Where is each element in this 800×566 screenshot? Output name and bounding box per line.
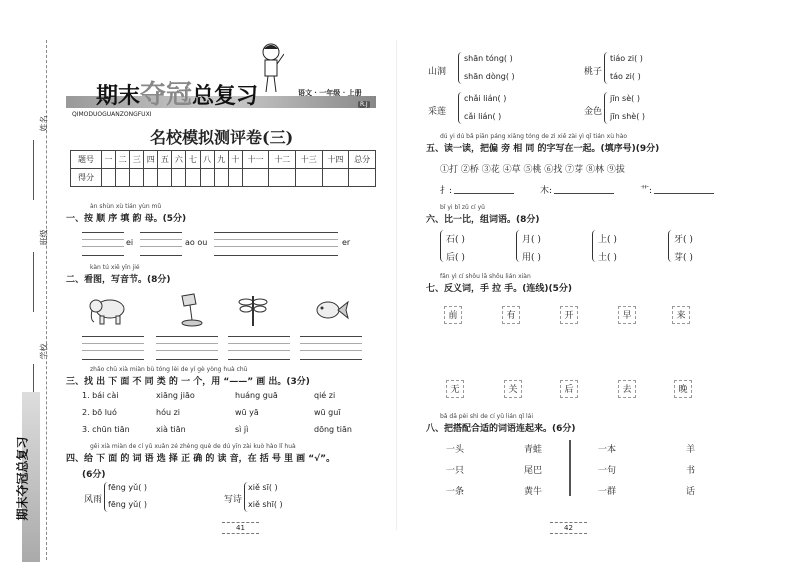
q5-title: 五、读一读，把偏 旁 相 同 的字写在一起。(填序号)(9分) [426,144,660,154]
class-field[interactable] [33,252,34,312]
q6-title: 六、比一比，组词语。(8分) [426,215,540,225]
score-cell[interactable] [322,169,349,187]
q8-right-item[interactable]: 一句 [598,466,617,476]
q3-word[interactable]: huáng guā [235,391,278,400]
q5-group-label: 艹: [640,186,653,196]
q8-title: 八、把搭配合适的词语连起来。(6分) [426,424,576,434]
score-cell[interactable] [214,169,228,187]
q5-answer-line[interactable] [554,193,614,194]
q6-pinyin: bǐ yi bǐ zǔ cí yǔ [440,204,485,211]
q6-brace [516,230,521,262]
q3-word[interactable]: xià tiān [156,425,186,434]
score-header: 五 [158,151,172,169]
q4-option[interactable]: shān dòng( ) [464,72,515,81]
q3-word[interactable]: wū yā [235,408,259,417]
q4-word: 桃子 [584,67,603,77]
q7-title: 七、反义词，手 拉 手。(连线)(5分) [426,284,572,294]
q2-answer-line-1[interactable] [82,336,144,360]
q4-option[interactable]: táo zi( ) [610,72,641,81]
q3-title: 三、找 出 下 面 不 同 类 的 一 个，用 “——” 画 出。(3分) [66,377,310,387]
q1-item-er: er [342,238,351,247]
score-cell[interactable] [228,169,242,187]
q4-score: (6分) [82,470,106,480]
brand-a: 期末 [96,83,141,108]
q4-word: 山洞 [428,67,447,77]
score-cell[interactable] [116,169,130,187]
q5-group-label: 扌: [440,186,453,196]
score-cell[interactable] [144,169,158,187]
q5-answer-line[interactable] [654,193,714,194]
q3-word[interactable]: 3. chūn tiān [82,425,130,434]
q4-option[interactable]: chǎi lián( ) [464,94,507,103]
q4-word: 写诗 [224,495,243,505]
q7-top-char[interactable]: 早 [618,306,636,324]
q4-pinyin: gěi xià miàn de cí yǔ xuǎn zé zhèng què de dú yīn zài kuò hào lǐ huà [90,443,296,450]
q7-top-char[interactable]: 开 [560,306,578,324]
score-header: 题号 [71,151,102,169]
q3-word[interactable]: wū guī [314,408,341,417]
q2-answer-line-4[interactable] [300,336,362,360]
q8-right-item[interactable]: 一本 [598,445,617,455]
q8-left-item[interactable]: 尾巴 [524,466,543,476]
q3-word[interactable]: 2. bō luó [82,408,117,417]
score-header: 一 [102,151,116,169]
q1-answer-line-1[interactable] [82,232,124,256]
score-header: 六 [172,151,186,169]
q3-word[interactable]: xiāng jiāo [156,391,195,400]
subtitle: 语文 · 一年级 · 上册 [298,88,362,97]
edition-badge: R.J [360,101,368,108]
q8-pinyin: bǎ dā pèi shì de cí yǔ lián qǐ lái [440,413,534,420]
q6-item[interactable]: 土( ) [598,253,617,263]
q4-option[interactable]: shān tóng( ) [464,54,513,63]
q5-chars: ①打 ②桥 ③花 ④草 ⑤桃 ⑥找 ⑦芽 ⑧林 ⑨拔 [440,165,625,175]
q3-word[interactable]: sì jì [235,425,249,434]
q7-bottom-char[interactable]: 晚 [674,380,692,398]
q3-word[interactable]: qié zi [314,391,336,400]
q4-option[interactable]: fēng yǔ( ) [108,483,148,492]
score-header: 二 [116,151,130,169]
spine-title: 期末夺冠总复习 [15,436,30,521]
q4-word: 金色 [584,107,603,117]
brand-c: 总复习 [192,83,259,108]
q7-top-char[interactable]: 来 [672,306,690,324]
score-cell[interactable] [269,169,296,187]
binding-strip [0,0,55,566]
q6-brace [668,230,673,262]
q8-right-item[interactable]: 书 [686,466,696,476]
name-field[interactable] [33,140,34,200]
q3-word[interactable]: dōng tiān [314,425,352,434]
q8-left-item[interactable]: 青蛙 [524,445,543,455]
q1-item-ei: ei [126,238,134,247]
q8-left-item[interactable]: 一只 [446,466,465,476]
q2-pinyin: kàn tú xiě yīn jié [90,264,140,271]
q1-answer-line-2[interactable] [140,232,182,256]
q8-right-item[interactable]: 一群 [598,487,617,497]
q4-option[interactable]: cǎi lián( ) [464,112,502,121]
q4-brace [604,52,609,84]
score-cell[interactable] [349,169,376,187]
score-header: 十一 [242,151,269,169]
q8-left-item[interactable]: 一条 [446,487,465,497]
name-label: 姓名 [39,115,49,132]
score-header: 三 [130,151,144,169]
q7-pinyin: fǎn yì cí shǒu lā shǒu lián xiàn [440,273,531,280]
score-label: 得分 [71,169,102,187]
q8-right-item[interactable]: 话 [686,487,696,497]
pinyin-title: QIMODUOGUANZONGFUXI [72,111,152,118]
q4-title: 四、给 下 面 的 词 语 选 择 正 确 的 读 音，在 括 号 里 画 “√”。 [66,454,336,464]
q1-answer-line-3[interactable] [214,232,338,256]
q6-item[interactable]: 芽( ) [674,253,693,263]
score-header: 十三 [296,151,323,169]
boy-mascot-icon [258,42,284,94]
q7-bottom-char[interactable]: 后 [560,380,578,398]
score-header: 七 [186,151,200,169]
q3-pinyin: zhǎo chū xià miàn bù tóng lèi de yí gè yòng huà chū [90,366,248,373]
q4-brace [458,92,463,124]
q6-item[interactable]: 后( ) [446,253,465,263]
score-cell[interactable] [296,169,323,187]
q7-top-char[interactable]: 有 [502,306,520,324]
page-number-right: 42 [550,522,587,534]
dragonfly-icon [238,292,268,328]
q3-word[interactable]: 1. bái cài [82,391,119,400]
q7-top-char[interactable]: 前 [444,306,462,324]
elephant-icon [88,294,128,326]
q7-bottom-char[interactable]: 去 [618,380,636,398]
q4-brace [604,92,609,124]
q5-group-label: 木: [540,186,553,196]
q1-title: 一、按 顺 序 填 韵 母。(5分) [66,214,187,224]
q5-pinyin: dú yi dú bǎ piān páng xiāng tóng de zì xiě zài yì qǐ tián xù hào [440,133,628,140]
q6-brace [440,230,445,262]
q2-answer-line-3[interactable] [228,336,290,360]
q4-option[interactable]: jīn shè( ) [610,112,646,121]
q6-item[interactable]: 上( ) [598,235,617,245]
q6-item[interactable]: 月( ) [522,235,541,245]
q5-answer-line[interactable] [454,193,514,194]
q8-divider [569,440,571,496]
score-header: 九 [214,151,228,169]
score-cell[interactable] [242,169,269,187]
q4-option[interactable]: tiáo zi( ) [610,54,643,63]
score-row-values [71,169,376,187]
score-cell[interactable] [172,169,186,187]
q8-left-item[interactable]: 一头 [446,445,465,455]
q7-bottom-char[interactable]: 无 [446,380,464,398]
score-cell[interactable] [186,169,200,187]
q8-right-item[interactable]: 羊 [686,445,696,455]
q4-brace [458,52,463,84]
q7-bottom-char[interactable]: 关 [504,380,522,398]
q4-option[interactable]: fēng yǔ( ) [108,500,148,509]
q1-pinyin: àn shùn xù tián yùn mǔ [90,203,162,210]
page-divider [396,40,397,530]
q1-item-ao-ou: ao ou [185,238,208,247]
score-header: 十二 [269,151,296,169]
score-cell[interactable] [200,169,214,187]
q6-brace [592,230,597,262]
score-cell[interactable] [130,169,144,187]
school-field[interactable] [33,364,34,394]
score-header: 八 [200,151,214,169]
score-header: 十四 [322,151,349,169]
page-number-left: 41 [222,522,259,534]
exam-title: 名校模拟测评卷(三) [150,128,294,147]
score-table [70,150,376,187]
q6-item[interactable]: 牙( ) [674,235,693,245]
q4-word: 风雨 [84,495,103,505]
q6-item[interactable]: 石( ) [446,235,465,245]
q6-item[interactable]: 用( ) [522,253,541,263]
q2-title: 二、看图，写音节。(8分) [66,275,171,285]
lamp-icon [176,292,206,328]
q4-option[interactable]: xiě shī( ) [248,500,283,509]
q4-word: 采莲 [428,107,447,117]
q4-option[interactable]: jīn sè( ) [610,94,640,103]
q4-option[interactable]: xiě sī( ) [248,483,278,492]
class-label: 班级 [39,229,49,246]
goldfish-icon [314,296,350,324]
score-header: 总分 [349,151,376,169]
score-row-headers [71,151,376,169]
q2-answer-line-2[interactable] [156,336,218,360]
q8-left-item[interactable]: 黄牛 [524,487,543,497]
score-header: 四 [144,151,158,169]
score-cell[interactable] [102,169,116,187]
score-cell[interactable] [158,169,172,187]
score-header: 十 [228,151,242,169]
brand-title [96,74,258,111]
school-label: 学校 [39,343,49,360]
brand-b: 夺冠 [140,79,193,109]
q3-word[interactable]: hóu zi [156,408,180,417]
